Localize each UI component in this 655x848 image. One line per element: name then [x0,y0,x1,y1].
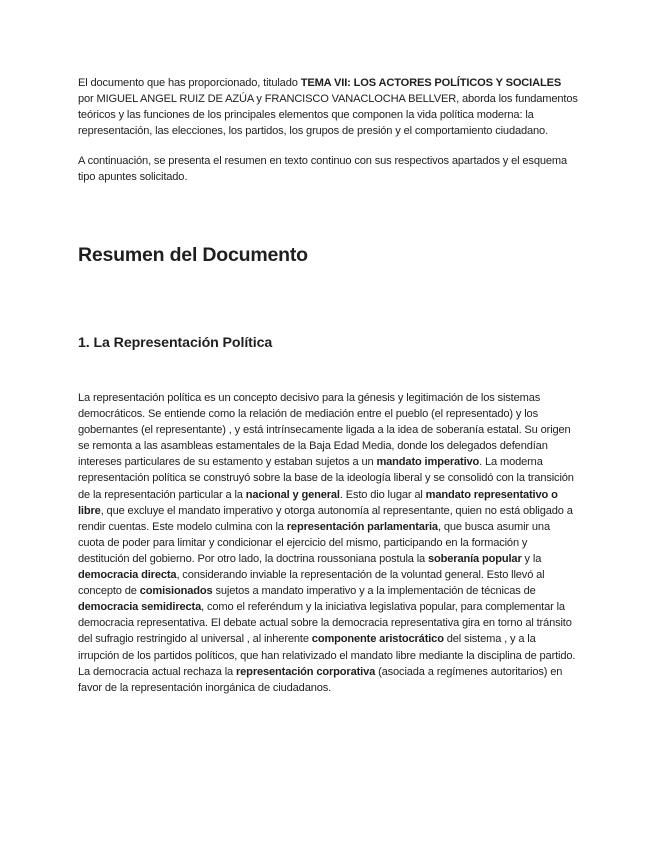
bold-term: soberanía popular [428,552,522,565]
bold-term: representación parlamentaria [286,520,438,533]
text-run: , que excluye el mandato imperativo y otorga autonomía al representante, quien no está obligado a rendir cuentas. Este modelo culmina con la [78,504,573,533]
text-run: (asociada a regímenes autoritarios) en favor de la representación inorgánica de ciudadanos. [78,665,563,694]
text-run: sujetos a mandato imperativo y a la implementación de técnicas de [212,585,536,598]
text-run: La representación política es un concepto decisivo para la génesis y legitimación de los sistemas democráticos. Se entiende como la relación de mediación entre el pueblo (el representado) y los gobernantes (el representante) , y está intrínsecamente ligada a la idea de soberanía estatal. Su origen se remonta a las asambleas estamentales de la Baja Edad Media, donde los delegados defendían intereses particulares de su estamento y estaban sujetos a un [78,392,571,469]
section-title: 1. La Representación Política [78,335,273,351]
page-heading: Resumen del Documento [78,244,308,266]
text-run: y la [521,552,542,565]
bold-term: mandato representativo o libre [78,488,558,517]
bold-term: TEMA VII: LOS ACTORES POLÍTICOS Y SOCIALES [300,77,562,89]
intro-paragraph-1 [78,75,578,139]
bold-term: democracia semidirecta [78,601,202,614]
text-run: por MIGUEL ANGEL RUIZ DE AZÚA y FRANCISCO VANACLOCHA BELLVER, aborda los fundamentos teóricos y las funciones de los principales elementos que componen la vida política moderna: la representación, las elecciones, los partidos, los grupos de presión y el comportamiento ciudadano. [78,93,578,138]
section-paragraph [78,390,578,696]
bold-term: componente aristocrático [311,633,444,646]
intro-section [78,75,578,186]
bold-term: mandato imperativo [376,456,480,469]
intro-paragraph-2: A continuación, se presenta el resumen en texto continuo con sus respectivos apartados y el esquema tipo apuntes solicitado. [78,155,567,184]
text-run: , como el referéndum y la iniciativa legislativa popular, para complementar la democracia representativa. El debate actual sobre la democracia representativa gira en torno al tránsito del sufragio restringido al universal , al inherente [78,601,572,646]
bold-term: democracia directa [78,569,177,582]
bold-term: nacional y general [245,488,340,501]
section-body [78,390,578,696]
text-run: . La moderna representación política se construyó sobre la base de la ideología liberal y se consolidó con la transición de la representación particular a la [78,456,574,501]
text-run: , que busca asumir una cuota de poder para limitar y condicionar el ejercicio del mismo, participando en la formación y destitución del gobierno. Por otro lado, la doctrina roussoniana postula la [78,520,550,565]
bold-term: representación corporativa [236,665,376,678]
text-run: , considerando inviable la representación de la voluntad general. Esto llevó al concepto de [78,569,545,598]
text-run: El documento que has proporcionado, titulado [78,77,301,89]
bold-term: comisionados [139,585,213,598]
text-run: . Esto dio lugar al [339,488,426,501]
text-run: del sistema , y a la irrupción de los partidos políticos, que han relativizado el mandato libre mediante la disciplina de partido. La democracia actual rechaza la [78,633,576,678]
